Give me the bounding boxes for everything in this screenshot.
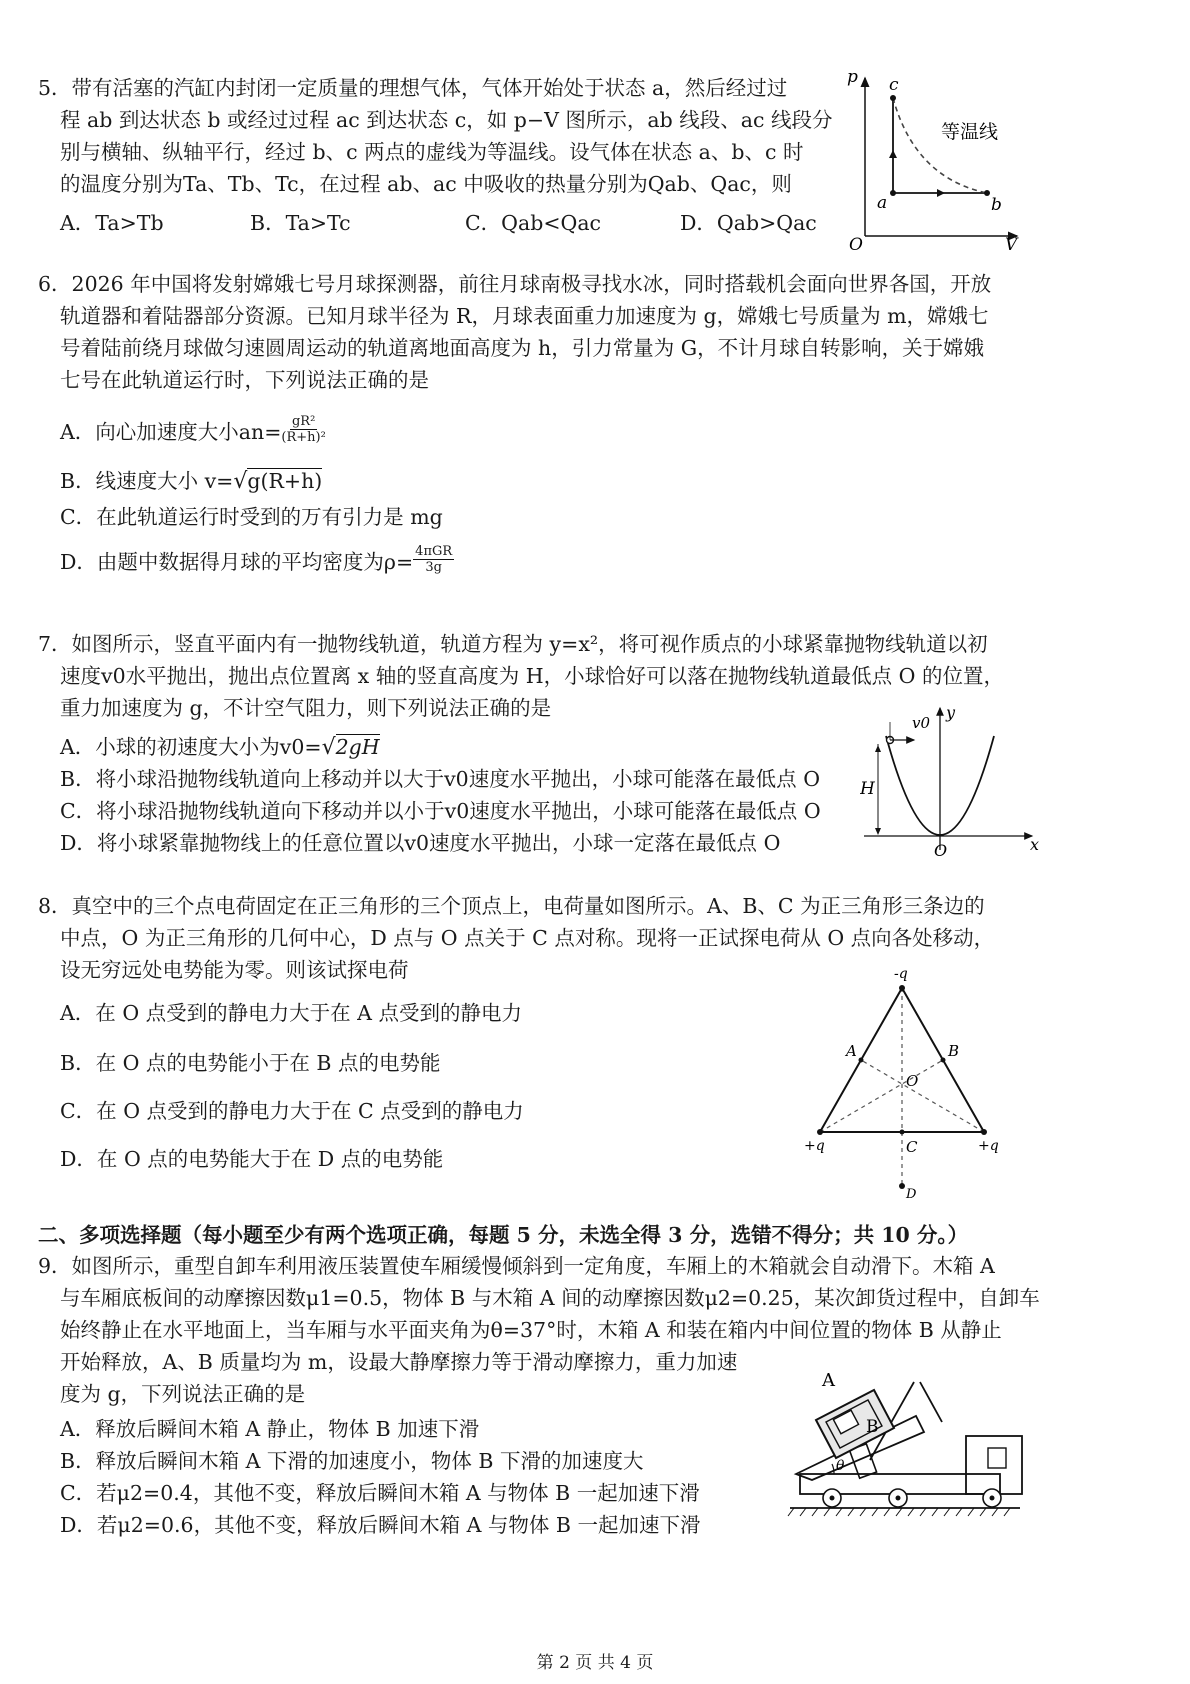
label-b: b: [991, 195, 1002, 215]
q8-option-b[interactable]: B．在 O 点的电势能小于在 B 点的电势能: [60, 1051, 441, 1075]
q8-option-d[interactable]: D．在 O 点的电势能大于在 D 点的电势能: [60, 1147, 444, 1171]
isotherm-curve: [893, 98, 987, 193]
p-label: p: [847, 68, 858, 87]
q8-line-2: 中点，O 为正三角形的几何中心，D 点与 O 点关于 C 点对称。现将一正试探电荷从 O 点向各处移动，: [60, 926, 995, 950]
label-c: C: [906, 1138, 918, 1156]
q8-line-1: 8．真空中的三个点电荷固定在正三角形的三个顶点上，电荷量如图所示。A、B、C 为正三角形三条边的: [38, 894, 985, 918]
theta-arc: [832, 1464, 834, 1474]
arrow-ab: [937, 189, 945, 197]
question-6: [38, 268, 1158, 396]
q9-line-4: 开始释放，A、B 质量均为 m，设最大静摩擦力等于滑动摩擦力，重力加速: [60, 1350, 738, 1374]
label-c: c: [889, 75, 899, 95]
q9-option-c[interactable]: C．若μ2=0.4，其他不变，释放后瞬间木箱 A 与物体 B 一起加速下滑: [60, 1481, 700, 1505]
q6-option-d[interactable]: [60, 544, 454, 575]
v0-label: v0: [912, 714, 931, 732]
charge-top: [899, 985, 905, 991]
wheel-3-hub: [990, 1496, 995, 1501]
q9-line-3: 始终静止在水平地面上，当车厢与水平面夹角为θ=37°时，木箱 A 和装在箱内中间位置的物体 B 从静止: [60, 1318, 1002, 1342]
q7-option-a-text: A．小球的初速度大小为v0=: [60, 735, 322, 759]
q6-option-d-numerator: 4πGR: [415, 544, 453, 559]
charge-left-label: +q: [804, 1138, 825, 1154]
x-label: x: [1030, 835, 1040, 854]
q7-option-d[interactable]: D．将小球紧靠抛物线上的任意位置以v0速度水平抛出，小球一定落在最低点 O: [60, 831, 781, 855]
q6-option-d-text: D．由题中数据得月球的平均密度为ρ=: [60, 549, 414, 574]
page-footer: 第 2 页 共 4 页: [536, 1653, 654, 1673]
isotherm-label: 等温线: [941, 121, 999, 143]
q6-option-a-denominator: (R+h)²: [281, 430, 326, 445]
q5-line-1: 5．带有活塞的汽缸内封闭一定质量的理想气体，气体开始处于状态 a，然后经过过: [38, 76, 788, 100]
label-b: B: [948, 1042, 960, 1060]
median-right: [861, 1060, 984, 1132]
q9-line-1: 9．如图所示，重型自卸车利用液压装置使车厢缓慢倾斜到一定角度，车厢上的木箱就会自动滑下。木箱 A: [38, 1254, 995, 1278]
q5-pv-diagram: [845, 68, 1025, 253]
q6-option-a[interactable]: [60, 414, 326, 445]
label-d: D: [906, 1187, 917, 1200]
charge-right-label: +q: [978, 1138, 999, 1154]
wheel-2-hub: [896, 1496, 901, 1501]
wheel-1-hub: [830, 1496, 835, 1501]
label-a: A: [822, 1370, 835, 1391]
h-label: H: [860, 779, 875, 799]
point-c: [890, 95, 896, 101]
q5-option-d[interactable]: D．Qab>Qac: [680, 211, 817, 235]
label-a: A: [846, 1042, 857, 1060]
q6-option-a-text: A．向心加速度大小an=: [60, 419, 282, 444]
label-a: a: [877, 193, 888, 213]
ground-hatch: [788, 1508, 1010, 1516]
q9-line-2: 与车厢底板间的动摩擦因数μ1=0.5，物体 B 与木箱 A 间的动摩擦因数μ2=0.25，某次卸货过程中，自卸车: [60, 1286, 1040, 1310]
q6-line-1: 6．2026 年中国将发射嫦娥七号月球探测器，前往月球南极寻找水冰，同时搭载机会面向世界各国，开放: [38, 272, 992, 296]
q9-option-d[interactable]: D．若μ2=0.6，其他不变，释放后瞬间木箱 A 与物体 B 一起加速下滑: [60, 1513, 701, 1537]
q8-option-c[interactable]: C．在 O 点受到的静电力大于在 C 点受到的静电力: [60, 1099, 524, 1123]
label-b: B: [866, 1417, 879, 1437]
charge-left: [817, 1129, 823, 1135]
q6-option-c[interactable]: C．在此轨道运行时受到的万有引力是 mg: [60, 505, 443, 529]
charge-right: [981, 1129, 987, 1135]
q5-line-4: 的温度分别为Ta、Tb、Tc，在过程 ab、ac 中吸收的热量分别为Qab、Qac，则: [60, 172, 792, 196]
q8-line-3: 设无穷远处电势能为零。则该试探电荷: [60, 958, 409, 982]
q7-line-3: 重力加速度为 g，不计空气阻力，则下列说法正确的是: [60, 696, 552, 720]
q9-dump-truck-diagram: [770, 1362, 1030, 1542]
label-o: O: [906, 1072, 919, 1090]
q9-option-a[interactable]: A．释放后瞬间木箱 A 静止，物体 B 加速下滑: [60, 1417, 480, 1441]
point-b: [941, 1058, 946, 1063]
o-label: O: [934, 841, 948, 860]
q9-option-b[interactable]: B．释放后瞬间木箱 A 下滑的加速度小，物体 B 下滑的加速度大: [60, 1449, 644, 1473]
cab-window: [988, 1448, 1006, 1468]
q7-option-a-radicand: 2gH: [335, 735, 380, 759]
point-d: [899, 1183, 905, 1189]
sqrt-sign: √: [321, 735, 336, 760]
truck-cab: [966, 1436, 1022, 1494]
question-5: [38, 72, 833, 200]
q5-option-a[interactable]: A．Ta>Tb: [60, 211, 164, 235]
q5-line-3: 别与横轴、纵轴平行，经过 b、c 两点的虚线为等温线。设气体在状态 a、b、c 时: [60, 140, 804, 164]
q7-option-b[interactable]: B．将小球沿抛物线轨道向上移动并以大于v0速度水平抛出，小球可能落在最低点 O: [60, 767, 821, 791]
median-left: [820, 1060, 943, 1132]
q6-option-b[interactable]: [60, 464, 322, 494]
q6-line-4: 七号在此轨道运行时，下列说法正确的是: [60, 368, 429, 392]
q6-option-a-numerator: gR²: [291, 414, 316, 429]
q6-option-b-radicand: g(R+h): [247, 469, 323, 493]
q6-line-3: 号着陆前绕月球做匀速圆周运动的轨道离地面高度为 h，引力常量为 G，不计月球自转影响，关于嫦娥: [60, 336, 985, 360]
point-b: [984, 190, 990, 196]
q5-option-b[interactable]: B．Ta>Tc: [250, 211, 351, 235]
section-2-heading: 二、多项选择题（每小题至少有两个选项正确，每题 5 分，未选全得 3 分，选错不得分；共 10 分。）: [38, 1223, 969, 1247]
sqrt-sign: √: [233, 469, 248, 494]
q7-line-1: 7．如图所示，竖直平面内有一抛物线轨道，轨道方程为 y=x²，将可视作质点的小球紧靠抛物线轨道以初: [38, 632, 988, 656]
q8-option-a[interactable]: A．在 O 点受到的静电力大于在 A 点受到的静电力: [60, 1001, 522, 1025]
point-a: [859, 1058, 864, 1063]
q5-line-2: 程 ab 到达状态 b 或经过过程 ac 到达状态 c，如 p−V 图所示，ab 线段、ac 线段分: [60, 108, 833, 132]
q6-option-d-fraction: [413, 544, 454, 575]
v-label: V: [1005, 235, 1018, 253]
q6-line-2: 轨道器和着陆器部分资源。已知月球半径为 R，月球表面重力加速度为 g，嫦娥七号质量为 m，嫦娥七: [60, 304, 989, 328]
q6-option-d-denominator: 3g: [425, 560, 442, 575]
q9-line-5: 度为 g，下列说法正确的是: [60, 1382, 306, 1406]
q6-option-b-text: B．线速度大小 v=: [60, 469, 234, 493]
q6-option-a-fraction: [281, 414, 325, 445]
bed-tailgate: [920, 1382, 942, 1422]
q7-line-2: 速度v0水平抛出，抛出点位置离 x 轴的竖直高度为 H，小球恰好可以落在抛物线轨道最低点 O 的位置，: [60, 664, 1004, 688]
q7-parabola-diagram: [860, 700, 1040, 860]
point-c: [900, 1130, 905, 1135]
q7-option-c[interactable]: C．将小球沿抛物线轨道向下移动并以小于v0速度水平抛出，小球可能落在最低点 O: [60, 799, 821, 823]
charge-top-label: -q: [894, 966, 908, 982]
y-label: y: [946, 703, 956, 722]
origin-label: O: [849, 235, 863, 253]
q5-option-c[interactable]: C．Qab<Qac: [465, 211, 602, 235]
q7-option-a[interactable]: [60, 730, 380, 760]
q8-triangle-diagram: [800, 960, 1010, 1200]
arrow-ac: [889, 150, 897, 158]
label-theta: θ: [836, 1458, 845, 1474]
point-a: [890, 190, 896, 196]
